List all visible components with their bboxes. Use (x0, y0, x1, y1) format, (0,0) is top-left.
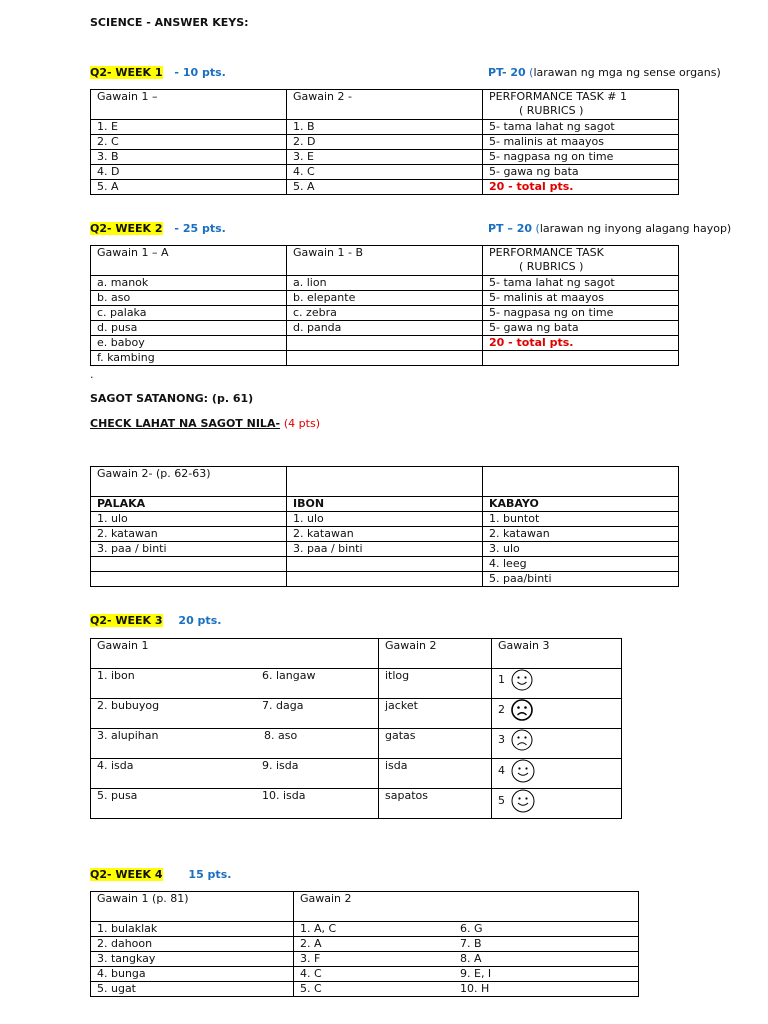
week1-header-2: Gawain 2 - (287, 90, 483, 120)
week2-total: 20 - total pts. (483, 336, 679, 351)
table-row: 2. katawan 2. katawan 2. katawan (91, 527, 679, 542)
table-row: 1. ibon 6. langaw itlog 1 (91, 669, 622, 699)
week1-pt-heading (488, 66, 721, 79)
week1-table (90, 89, 679, 195)
week4-points: 15 pts. (188, 868, 232, 881)
table-row: 1. ulo 1. ulo 1. buntot (91, 512, 679, 527)
gawain2-table (90, 466, 679, 587)
week1-header-1: Gawain 1 – (91, 90, 287, 120)
table-row: e. baboy 20 - total pts. (91, 336, 679, 351)
week3-header-2: Gawain 2 (379, 639, 492, 669)
week3-table (90, 638, 622, 819)
table-row: d. pusa d. panda 5- gawa ng bata (91, 321, 679, 336)
week3-header-3: Gawain 3 (492, 639, 622, 669)
table-row: 5. paa/binti (91, 572, 679, 587)
week2-header-1: Gawain 1 – A (91, 246, 287, 276)
week1-points: - 10 pts. (174, 66, 226, 79)
table-row: f. kambing (91, 351, 679, 366)
week1-pt-paren: ( (529, 66, 534, 79)
smiley-face-icon (511, 789, 535, 813)
table-row: 4. bunga 4. C 9. E, I (91, 967, 639, 982)
table-row: 5. A 5. A 20 - total pts. (91, 180, 679, 195)
week4-header-2: Gawain 2 (294, 892, 639, 922)
table-row: 2. dahoon 2. A 7. B (91, 937, 639, 952)
week1-header-3: PERFORMANCE TASK # 1 ( RUBRICS ) (483, 90, 679, 120)
table-row: c. palaka c. zebra 5- nagpasa ng on time (91, 306, 679, 321)
week2-points: - 25 pts. (174, 222, 226, 235)
week2-table (90, 245, 679, 366)
check-text: CHECK LAHAT NA SAGOT NILA- (90, 417, 281, 430)
gawain2-header-palaka: PALAKA (91, 497, 287, 512)
table-row: 2. C 2. D 5- malinis at maayos (91, 135, 679, 150)
gawain2-header-ibon: IBON (287, 497, 483, 512)
week3-header-1: Gawain 1 (91, 639, 379, 669)
table-row: 1. bulaklak 1. A, C 6. G (91, 922, 639, 937)
week1-heading (90, 66, 226, 79)
sagot-heading: SAGOT SATANONG: (p. 61) (90, 392, 254, 405)
page-title: SCIENCE - ANSWER KEYS: (90, 16, 249, 29)
week2-label: Q2- WEEK 2 (90, 222, 163, 235)
table-row: 3. tangkay 3. F 8. A (91, 952, 639, 967)
table-row: 3. paa / binti 3. paa / binti 3. ulo (91, 542, 679, 557)
table-row: 2. bubuyog 7. daga jacket 2 (91, 699, 622, 729)
table-row: 3. alupihan 8. aso gatas 3 (91, 729, 622, 759)
week2-header-2: Gawain 1 - B (287, 246, 483, 276)
sad-face-icon (511, 729, 533, 751)
table-row: b. aso b. elepante 5- malinis at maayos (91, 291, 679, 306)
stray-dot: . (90, 368, 94, 381)
table-row: 4. isda 9. isda isda 4 (91, 759, 622, 789)
check-points: (4 pts) (283, 417, 320, 430)
week3-heading (90, 614, 221, 627)
week3-label: Q2- WEEK 3 (90, 614, 163, 627)
week2-header-3: PERFORMANCE TASK ( RUBRICS ) (483, 246, 679, 276)
gawain2-title: Gawain 2- (p. 62-63) (91, 467, 287, 497)
table-row: 5. pusa 10. isda sapatos 5 (91, 789, 622, 819)
table-row: 4. D 4. C 5- gawa ng bata (91, 165, 679, 180)
table-row: 1. E 1. B 5- tama lahat ng sagot (91, 120, 679, 135)
week1-pt-desc: larawan ng mga ng sense organs) (533, 66, 721, 79)
week2-pt-label: PT – 20 (488, 222, 533, 235)
week4-label: Q2- WEEK 4 (90, 868, 163, 881)
table-row: 3. B 3. E 5- nagpasa ng on time (91, 150, 679, 165)
smiley-face-icon (511, 759, 535, 783)
week3-points: 20 pts. (178, 614, 222, 627)
week4-header-1: Gawain 1 (p. 81) (91, 892, 294, 922)
gawain2-header-kabayo: KABAYO (483, 497, 679, 512)
week4-table (90, 891, 639, 997)
table-row: 4. leeg (91, 557, 679, 572)
week1-pt-label: PT- 20 (488, 66, 526, 79)
check-heading (90, 417, 320, 430)
week2-heading (90, 222, 226, 235)
week1-total: 20 - total pts. (483, 180, 679, 195)
week4-heading (90, 868, 231, 881)
table-row: 5. ugat 5. C 10. H (91, 982, 639, 997)
sad-face-icon (511, 699, 533, 721)
week2-pt-heading (488, 222, 731, 235)
week2-pt-paren: ( (535, 222, 540, 235)
week2-pt-desc: larawan ng inyong alagang hayop) (539, 222, 732, 235)
smiley-face-icon (511, 669, 533, 691)
week1-label: Q2- WEEK 1 (90, 66, 163, 79)
table-row: a. manok a. lion 5- tama lahat ng sagot (91, 276, 679, 291)
